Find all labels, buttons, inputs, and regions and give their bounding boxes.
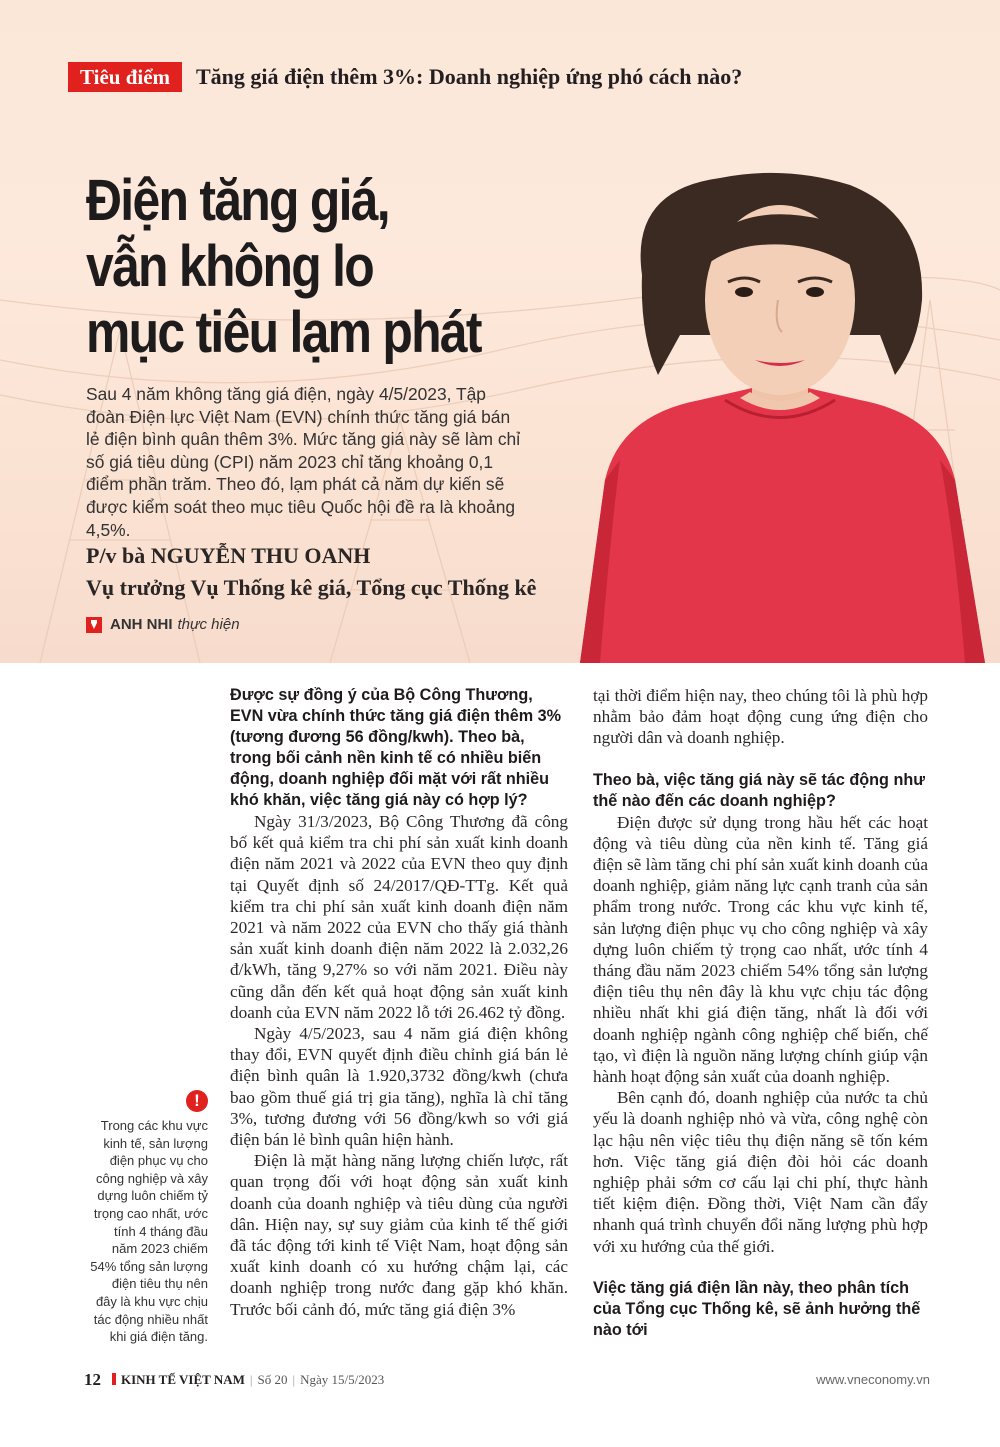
paragraph: Điện được sử dụng trong hầu hết các hoạt động và tiêu dùng của nền kinh tế. Tăng giá điện sẽ làm tăng chi phí sản xuất kinh doanh của doanh nghiệp, giảm năng lực cạnh tranh của sản phẩm trong nước. Trong các khu vực kinh tế, sản lượng điện phục vụ cho công nghiệp và xây dựng luôn chiếm tỷ trọng cao nhất, ước tính 4 tháng đầu năm 2023 chiếm 54% tổng sản lượng điện tiêu thụ nên đây là khu vực chịu tác động nhiều nhất khi giá điện tăng, nhất là đối với doanh nghiệp ngành công nghiệp chế biến, chế tạo, vì điện là nguồn năng lượng chính giúp vận hành hoạt động sản xuất của doanh nghiệp.	[593, 812, 928, 1087]
headline-line-3: mục tiêu lạm phát	[86, 300, 481, 365]
page-footer	[0, 1370, 1000, 1394]
page-number: 12	[84, 1370, 101, 1389]
exclamation-icon: !	[186, 1090, 208, 1112]
spacer	[593, 749, 928, 770]
paragraph: Ngày 4/5/2023, sau 4 năm giá điện không thay đổi, EVN quyết định điều chỉnh giá bán lẻ điện bình quân là 1.920,3732 đồng/kwh (chưa bao gồm thuế giá trị gia tăng), nghĩa là chỉ tăng 3%, tương đương với 56 đồng/kwh so với giá điện bán lẻ bình quân hiện hành.	[230, 1024, 568, 1150]
interviewee-title: Vụ trưởng Vụ Thống kê giá, Tổng cục Thống kê	[86, 575, 537, 600]
pen-icon	[86, 617, 102, 633]
interviewee-block	[86, 540, 536, 604]
lead-paragraph: Sau 4 năm không tăng giá điện, ngày 4/5/2023, Tập đoàn Điện lực Việt Nam (EVN) chính thức tăng giá bán lẻ điện bình quân thêm 3%. Mức tăng giá này sẽ làm chỉ số giá tiêu dùng (CPI) năm 2023 chỉ tăng khoảng 0,1 điểm phần trăm. Theo đó, lạm phát cả năm dự kiến sẽ được kiểm soát theo mục tiêu Quốc hội đề ra là khoảng 4,5%.	[86, 384, 521, 540]
paragraph: Ngày 31/3/2023, Bộ Công Thương đã công bố kết quả kiểm tra chi phí sản xuất kinh doanh điện năm 2021 và 2022 của EVN theo quy định tại Quyết định số 24/2017/QĐ-TTg. Kết quả kiểm tra chi phí sản xuất kinh doanh điện năm 2021 và năm 2022 của EVN cho thấy giá thành sản xuất kinh doanh điện năm 2022 là 2.032,26 đ/kWh, tăng 9,27% so với năm 2021. Điều này cũng dẫn đến kết quả hoạt động sản xuất kinh doanh của EVN năm 2022 lỗ tới 26.462 tỷ đồng.	[230, 812, 568, 1022]
spacer	[593, 1257, 928, 1278]
paragraph: Điện là mặt hàng năng lượng chiến lược, rất quan trọng đối với hoạt động sản xuất kinh doanh của doanh nghiệp và tiêu dùng của người dân. Hiện nay, sự suy giảm của kinh tế thế giới đã tác động tới kinh tế Việt Nam, hoạt động sản xuất kinh doanh có xu hướng chậm lại, các doanh nghiệp trong nước đang gặp khó khăn. Trước bối cảnh đó, mức tăng giá điện 3%	[230, 1151, 568, 1319]
sidebar-callout	[88, 1090, 208, 1346]
paragraph: Bên cạnh đó, doanh nghiệp của nước ta chủ yếu là doanh nghiệp nhỏ và vừa, công nghệ còn lạc hậu nên việc tiêu thụ điện năng sẽ tốn kém hơn. Việc tăng giá điện đòi hỏi các doanh nghiệp phải sớm cơ cấu lại chi phí, thực hành tiết kiệm điện. Đồng thời, Việt Nam cần đẩy nhanh quá trình chuyển đổi năng lượng phù hợp với xu hướng của thế giới.	[593, 1088, 928, 1256]
section-tag: Tiêu điểm	[68, 62, 182, 92]
hero-banner	[0, 0, 1000, 663]
question-2: Theo bà, việc tăng giá này sẽ tác động như thế nào đến các doanh nghiệp?	[593, 770, 925, 810]
question-1: Được sự đồng ý của Bộ Công Thương, EVN vừa chính thức tăng giá điện thêm 3% (tương đương 56 đồng/kwh). Theo bà, trong bối cảnh nền kinh tế có nhiều biến động, doanh nghiệp đối mặt với rất nhiều khó khăn, việc tăng giá này có hợp lý?	[230, 686, 562, 809]
article-column-1	[230, 685, 568, 1320]
issue-date: Ngày 15/5/2023	[300, 1372, 385, 1387]
callout-text: Trong các khu vực kinh tế, sản lượng điện phục vụ cho công nghiệp và xây dựng luôn chiếm tỷ trọng cao nhất, ước tính 4 tháng đầu năm 2023 chiếm 54% tổng sản lượng điện tiêu thụ nên đây là khu vực chịu tác động nhiều nhất khi giá điện tăng.	[90, 1118, 208, 1345]
website-url: www.vneconomy.vn	[816, 1372, 930, 1387]
byline-author: ANH NHI	[110, 616, 173, 633]
section-title: Tăng giá điện thêm 3%: Doanh nghiệp ứng phó cách nào?	[196, 64, 743, 89]
headline-line-2: vẫn không lo	[86, 234, 373, 299]
footer-publication: KINH TẾ VIỆT NAM | Số 20 | Ngày 15/5/2023	[112, 1372, 384, 1388]
brand-bar-icon	[112, 1373, 116, 1385]
paragraph: tại thời điểm hiện nay, theo chúng tôi là phù hợp nhằm bảo đảm hoạt động cung ứng điện cho người dân và doanh nghiệp.	[593, 686, 928, 748]
question-3: Việc tăng giá điện lần này, theo phân tích của Tổng cục Thống kê, sẽ ảnh hưởng thế nào tới	[593, 1278, 921, 1339]
byline-role: thực hiện	[177, 616, 240, 633]
magazine-name: KINH TẾ VIỆT NAM	[121, 1372, 245, 1387]
interviewee-name: P/v bà NGUYỄN THU OANH	[86, 543, 371, 568]
byline	[86, 615, 240, 635]
issue-number: Số 20	[257, 1372, 288, 1387]
article-column-2	[593, 685, 928, 1341]
headline-line-1: Điện tăng giá,	[86, 168, 389, 233]
article-headline	[86, 168, 533, 366]
portrait-photo	[560, 160, 1000, 663]
